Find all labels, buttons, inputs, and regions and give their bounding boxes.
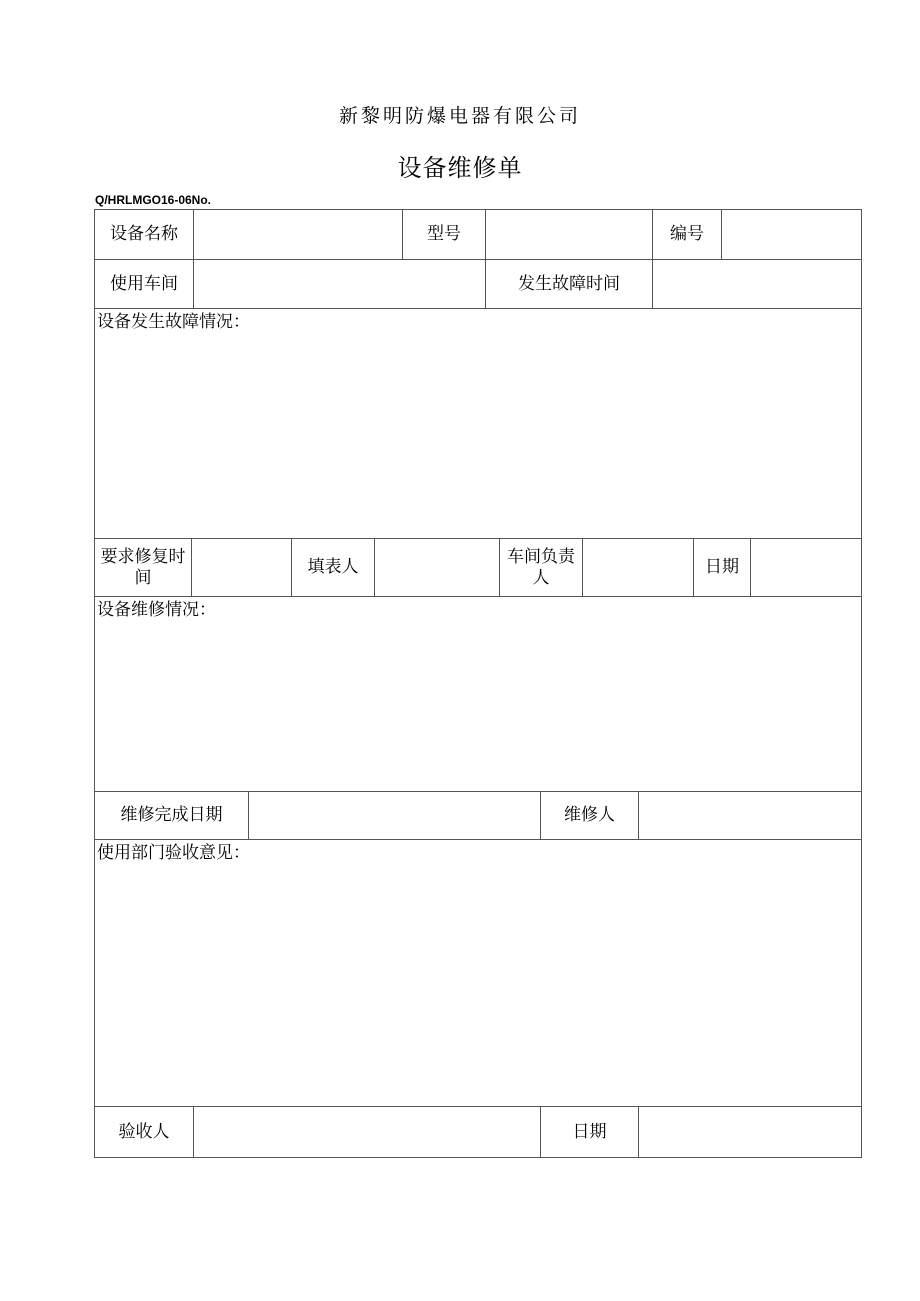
repair-situation-area[interactable] bbox=[94, 596, 862, 792]
label-fault-time: 发生故障时间 bbox=[485, 259, 653, 309]
label-completion-date: 维修完成日期 bbox=[94, 791, 249, 840]
field-equipment-name[interactable] bbox=[193, 209, 403, 260]
label-date-2: 日期 bbox=[540, 1106, 639, 1158]
field-model[interactable] bbox=[485, 209, 653, 260]
field-acceptor[interactable] bbox=[193, 1106, 541, 1158]
field-completion-date[interactable] bbox=[248, 791, 541, 840]
label-equipment-name: 设备名称 bbox=[94, 209, 194, 260]
form-title: 设备维修单 bbox=[397, 154, 523, 182]
repair-situation-label: 设备维修情况： bbox=[97, 600, 216, 620]
label-repair-time: 要求修复时 间 bbox=[94, 538, 192, 597]
label-workshop: 使用车间 bbox=[94, 259, 194, 309]
fault-situation-area[interactable] bbox=[94, 308, 862, 539]
acceptance-opinion-area[interactable] bbox=[94, 839, 862, 1107]
field-fault-time[interactable] bbox=[652, 259, 862, 309]
field-filler[interactable] bbox=[374, 538, 500, 597]
label-acceptor: 验收人 bbox=[94, 1106, 194, 1158]
field-workshop[interactable] bbox=[193, 259, 486, 309]
label-workshop-head: 车间负责 人 bbox=[499, 538, 583, 597]
field-date-2[interactable] bbox=[638, 1106, 862, 1158]
document-code: Q/HRLMGO16-06No. bbox=[95, 193, 212, 207]
field-number[interactable] bbox=[721, 209, 862, 260]
fault-situation-label: 设备发生故障情况： bbox=[97, 312, 250, 332]
acceptance-opinion-label: 使用部门验收意见： bbox=[97, 843, 250, 863]
label-number: 编号 bbox=[652, 209, 722, 260]
company-name: 新黎明防爆电器有限公司 bbox=[338, 105, 581, 127]
label-repairer: 维修人 bbox=[540, 791, 639, 840]
label-date-1: 日期 bbox=[693, 538, 751, 597]
label-filler: 填表人 bbox=[291, 538, 375, 597]
field-date-1[interactable] bbox=[750, 538, 862, 597]
field-repair-time[interactable] bbox=[191, 538, 292, 597]
field-workshop-head[interactable] bbox=[582, 538, 694, 597]
field-repairer[interactable] bbox=[638, 791, 862, 840]
label-model: 型号 bbox=[402, 209, 486, 260]
